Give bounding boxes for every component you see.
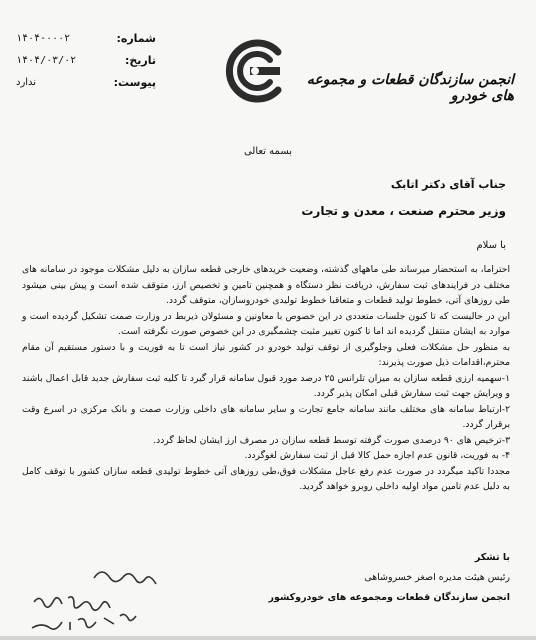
signature-block xyxy=(210,548,510,608)
item-2: ۲-ارتباط سامانه های مختلف مانند سامانه جامع تجارت و سایر سامانه های داخلی وزارت صمت و بانک مرکزی در اسرع وقت برقرار گردد. xyxy=(22,403,510,430)
attachment-row xyxy=(16,72,156,94)
organization-logo-icon xyxy=(220,36,290,106)
paragraph-1: احتراما، به استحضار میرساند طی ماههای گذشته، وضعیت خریدهای خارجی قطعه سازان به دلیل مشکلات موجود در سامانه های مختلف در فرایندهای ثبت سفارش، دریافت نظر دستگاه و همچنین تامین و تخصیص ارز، متوقف شده است و پیش بینی میشود طی روزهای آتی، خطوط تولید قطعات و متعاقبا خطوط تولیدی خودروسازان، متوقف گردد. xyxy=(22,264,510,306)
organization-name: انجمن سازندگان قطعات و مجموعه های خودرو xyxy=(306,72,514,104)
date-label: تاریخ: xyxy=(124,54,156,67)
item-4: ۴- به فوریت، قانون عدم اجازه حمل کالا قبل از ثبت سفارش لغوگردد. xyxy=(244,450,510,461)
date-row xyxy=(16,50,156,72)
date-value: ۱۴۰۴/۰۳/۰۲ xyxy=(16,55,77,66)
minister-title: وزیر محترم صنعت ، معدن و تجارت xyxy=(301,204,506,218)
thanks-text: با تشکر xyxy=(474,552,510,563)
item-1: ۱-سهمیه ارزی قطعه سازان به میزان تلرانس ۲۵ درصد مورد قبول سامانه قرار گیرد تا کلیه ثبت سفارش جدید قابل اعمال باشند و ویرایش جهت ثبت سفارش قبلی امکان پذیر گردد. xyxy=(22,372,510,399)
letter-body xyxy=(22,262,510,495)
number-row xyxy=(16,28,156,50)
signer-organization: انجمن سازندگان قطعات ومجموعه های خودروکشور xyxy=(268,592,510,603)
besm-heading: بسمه تعالی xyxy=(243,146,293,157)
paragraph-2: این در حالیست که تا کنون جلسات متعددی در این خصوص با معاونین و مسئولان ذیربط در وزارت صمت تشکیل گردیده است و موارد به ایشان منتقل گردیده اند اما تا کنون تغییر مثبت چشمگیری در این خصوص صورت نگرفته است. xyxy=(22,310,510,337)
letterhead xyxy=(0,20,536,130)
paragraph-3: به منظور حل مشکلات فعلی وجلوگیری از توقف تولید خودرو در کشور نیاز است تا به فوریت و با دستور مستقیم آن مقام محترم،اقدامات ذیل صورت پذیرند: xyxy=(22,341,510,368)
number-label: شماره: xyxy=(116,32,156,45)
greeting: با سلام xyxy=(476,240,506,251)
handwritten-annotation xyxy=(24,558,184,636)
letter-meta xyxy=(16,28,156,94)
signer-name: رئیس هیئت مدیره اصغر خسروشاهی xyxy=(364,572,510,583)
closing-paragraph: مجددا تاکید میگردد در صورت عدم رفع عاجل مشکلات فوق،طی روزهای آتی خطوط تولیدی قطعه سازان کشور با توقف کامل به دلیل عدم تامین مواد اولیه داخلی روبرو خواهد گردید. xyxy=(22,465,510,492)
attachment-value: ندارد xyxy=(16,77,37,88)
number-value: ۱۴۰۴-۰۰۰۲ xyxy=(16,33,71,44)
page-bottom-edge xyxy=(0,636,536,640)
attachment-label: پیوست: xyxy=(113,76,156,89)
addressee: جناب آقای دکتر اتابک xyxy=(390,178,506,191)
item-3: ۳-ترخیص های ۹۰ درصدی صورت گرفته توسط قطعه سازان در مصرف ارز ایشان لحاظ گردد. xyxy=(153,434,510,446)
